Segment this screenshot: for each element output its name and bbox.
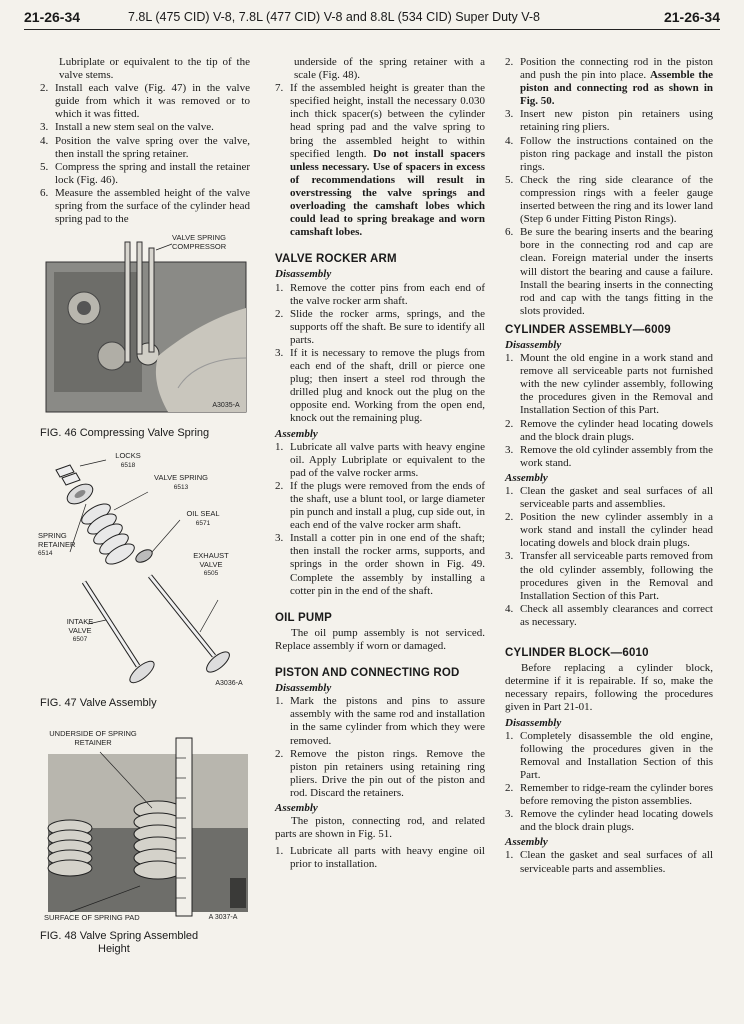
subsection-heading: Disassembly (275, 682, 332, 695)
step-text: Install a new stem seal on the valve. (55, 121, 214, 134)
step-number: 2. (505, 56, 514, 68)
list-item (505, 808, 713, 834)
list-item (505, 226, 713, 318)
step-text: Mount the old engine in a work stand and remove all serviceable parts not furnished with the new cylinder assembly, following the procedures given in the Removal and Installation Section of this Part. (520, 352, 713, 417)
step-text: Check the ring side clearance of the compression rings with a feeler gauge inserted between the ring and its lower land (Step 6 under Fitting Piston Rings). (520, 173, 713, 226)
intake-valve-label: INTAKE VALVE 6507 (66, 617, 94, 644)
step-text: Completely disassemble the old engine, following the procedures given in the Removal and Installation Section of this Part. (520, 729, 713, 781)
step-text: Remove the cylinder head locating dowels and the block drain plugs. (520, 808, 713, 834)
page-header (24, 6, 720, 30)
list-item (275, 441, 485, 480)
caution-text: Assemble the piston and connecting rod as shown in Fig. 50. (520, 69, 713, 108)
subsection-heading: Assembly (505, 836, 548, 849)
step-text: Check all assembly clearances and correct as necessary. (520, 602, 713, 628)
list-item (505, 108, 713, 134)
step-text: Position the new cylinder assembly in a work stand and install the cylinder head locating dowels and block drain plugs. (520, 511, 713, 550)
step-number: 3. (275, 346, 284, 359)
step-text: Clean the gasket and seal surfaces of all serviceable parts and assemblies. (520, 485, 713, 511)
step-number: 2. (505, 781, 514, 794)
subsection-heading: Assembly (275, 801, 318, 814)
step-text: Compress the spring and install the retainer lock (Fig. 46). (55, 160, 250, 186)
step-text: Remove the piston rings. Remove the piston pin retainers using retaining ring pliers. Drive the pin out of the piston and rod. Discard the retainers. (290, 747, 485, 799)
column-2 (275, 56, 485, 871)
section-heading: VALVE ROCKER ARM (275, 253, 397, 266)
step-number: 2. (505, 417, 514, 430)
step-number: 1. (275, 695, 284, 708)
step-text: Be sure the bearing inserts and the bearing bore in the connecting rod and cap are clean. Foreign material under the inserts will distort the bearing and cause a failure. Install the bearing inserts in the connecting rod and cap with the tangs fitting in the slots provided. (520, 226, 713, 317)
subsection-heading: Disassembly (275, 268, 332, 281)
list-item (505, 56, 713, 108)
list-item (505, 511, 713, 550)
step-text: Lubricate all valve parts with heavy engine oil. Apply Lubriplate or equivalent to the pad of the valve rocker arms. (290, 440, 485, 479)
list-item (505, 418, 713, 444)
list-item (275, 845, 485, 871)
step-text: Mark the pistons and pins to assure assembly with the same rod and installation in the same cylinder from which they were removed. (290, 695, 485, 747)
valve-spring-compressor-label: VALVE SPRING COMPRESSOR (172, 233, 227, 251)
step-text: If the plugs were removed from the ends of the shaft, use a blunt tool, or large diameter pin punch and install a plug, cup side out, in each end of the valve rocker arm shaft. (290, 479, 485, 532)
step-number: 3. (505, 108, 514, 121)
list-item (505, 444, 713, 470)
caution-text: Do not install spacers unless necessary. Use of spacers in excess of recommendations will result in overstressing the valve springs and overloading the camshaft lobes which could lead to spring breakage and worn camshaft lobes. (290, 147, 486, 239)
list-item (40, 161, 250, 187)
step-text: Slide the rocker arms, springs, and the supports off the shaft. Be sure to identify all parts. (290, 307, 485, 346)
list-item (40, 187, 250, 226)
step-number: 3. (505, 550, 514, 563)
step-text: Remove the cylinder head locating dowels and the block drain plugs. (520, 417, 713, 443)
step-number: 7. (275, 82, 284, 95)
list-item (275, 347, 485, 426)
step-text: Position the valve spring over the valve, then install the spring retainer. (55, 134, 250, 160)
step-text: Lubricate all parts with heavy engine oil prior to installation. (290, 845, 485, 871)
section-heading: OIL PUMP (275, 611, 332, 624)
section-heading: CYLINDER BLOCK—6010 (505, 647, 649, 660)
step-text: If it is necessary to remove the plugs from each end of the shaft, drill or pierce one plug; then insert a steel rod through the drilled plug and knock out the plug on the opposite end. Working from the open end, knock out the remaining plug. (290, 346, 485, 425)
step-number: 6. (40, 186, 49, 199)
step-number: 3. (505, 443, 514, 456)
locks-label: LOCKS 6518 (115, 451, 141, 469)
paragraph: The piston, connecting rod, and related parts are shown in Fig. 51. (275, 815, 485, 841)
step-text: Transfer all serviceable parts removed from the old cylinder assembly, following the procedures given in the Removal and Installation Section of this Part. (520, 550, 713, 602)
step-text: Clean the gasket and seal surfaces of all serviceable parts and assemblies. (520, 849, 713, 875)
step-text: Remove the old cylinder assembly from the work stand. (520, 443, 713, 469)
figure-code: A3036-A (215, 680, 243, 688)
spring-pad-surface-label: SURFACE OF SPRING PAD (44, 913, 140, 923)
step-number: 3. (275, 532, 284, 545)
step-number: 6. (505, 226, 514, 239)
step-number: 1. (275, 281, 284, 294)
list-item (275, 695, 485, 747)
column-1 (40, 56, 250, 964)
list-item (40, 135, 250, 161)
step-number: 1. (505, 352, 514, 365)
figure-caption: FIG. 47 Valve Assembly (40, 697, 157, 710)
step-number: 4. (40, 134, 49, 147)
figure-48 (40, 728, 250, 964)
list-item (505, 352, 713, 417)
subsection-heading: Disassembly (505, 338, 562, 351)
valve-spring-label: VALVE SPRING 6513 (154, 473, 208, 491)
subsection-heading: Disassembly (505, 716, 562, 729)
step-number: 4. (505, 602, 514, 615)
step-number: 1. (505, 485, 514, 497)
list-item (505, 550, 713, 602)
step-text: Measure the assembled height of the valve spring from the surface of the cylinder head spring pad to the (55, 186, 250, 226)
list-item (275, 308, 485, 347)
section-title: 7.8L (475 CID) V-8, 7.8L (477 CID) V-8 and 8.8L (534 CID) Super Duty V-8 (128, 10, 541, 24)
spring-retainer-underside-label: UNDERSIDE OF SPRING RETAINER (49, 729, 137, 747)
step-text: Remember to ridge-ream the cylinder bores before removing the piston assemblies. (520, 781, 713, 808)
subsection-heading: Assembly (275, 427, 318, 440)
valve-spring-compressor-photo (40, 238, 250, 423)
figure-code: A 3037-A (208, 914, 238, 922)
step-text: Insert new piston pin retainers using retaining ring pliers. (520, 108, 713, 134)
step-number: 1. (505, 849, 514, 862)
column-3 (505, 56, 713, 876)
step-number: 2. (40, 82, 49, 95)
list-item (505, 485, 713, 511)
step-text: Install each valve (Fig. 47) in the valve guide from which it was removed or to which it was fitted. (55, 82, 250, 121)
exhaust-valve-label: EXHAUST VALVE 6505 (193, 551, 229, 578)
step-number: 5. (505, 173, 514, 186)
figure-caption: FIG. 46 Compressing Valve Spring (40, 427, 210, 440)
step-number: 4. (505, 134, 514, 147)
list-item (505, 603, 713, 629)
step-text: If the assembled height is greater than the specified height, install the necessary 0.030 inch thick spacer(s) between the cylinder head spring pad and the valve spring to bring the assembled height to within specified length. Do not install spacers unless necessary. Use of spacers in excess of recommendations will result in overstressing the valve springs and overloading the camshaft lobes which could lead to spring breakage and worn camshaft lobes. (290, 82, 486, 239)
list-item (505, 135, 713, 174)
valve-spring-height-photo (40, 728, 250, 928)
step-number: 1. (505, 729, 514, 742)
step-number: 1. (275, 440, 284, 453)
oil-seal-label: OIL SEAL 6571 (186, 509, 220, 527)
page-number-left: 21-26-34 (24, 9, 81, 25)
step-number: 2. (275, 479, 284, 492)
figure-code: A3035-A (212, 402, 240, 410)
step-number: 1. (275, 845, 284, 858)
continued-text: Lubriplate or equivalent to the tip of the valve stems. (59, 56, 250, 82)
list-item (275, 748, 485, 800)
paragraph: The oil pump assembly is not serviced. Replace assembly if worn or damaged. (275, 626, 485, 652)
list-item (505, 730, 713, 782)
list-item (275, 82, 485, 239)
step-number: 2. (275, 307, 284, 320)
list-item (40, 82, 250, 121)
list-item (505, 174, 713, 226)
subsection-heading: Assembly (505, 471, 548, 484)
figure-47 (40, 452, 250, 722)
list-item (505, 782, 713, 808)
spring-retainer-label: SPRING RETAINER 6514 (38, 531, 76, 558)
step-text: Follow the instructions contained on the piston ring package and install the piston rings. (520, 134, 713, 173)
step-number: 2. (275, 747, 284, 760)
list-item (40, 121, 250, 134)
step-number: 3. (40, 121, 49, 134)
step-number: 3. (505, 808, 514, 821)
section-heading: CYLINDER ASSEMBLY—6009 (505, 323, 671, 336)
figure-46 (40, 234, 250, 452)
step-number: 5. (40, 160, 49, 173)
paragraph: Before replacing a cylinder block, determine if it is repairable. If so, make the necessary repairs, following the procedures given in Part 21-01. (505, 662, 713, 714)
list-item (505, 849, 713, 875)
step-text: Position the connecting rod in the piston and push the pin into place. Assemble the piston and connecting rod as shown in Fig. 50. (520, 56, 713, 108)
step-text: Install a cotter pin in one end of the shaft; then install the rocker arms, supports, and springs in the order shown in Fig. 49. Complete the assembly by installing a cotter pin in the end of the shaft. (290, 532, 485, 597)
list-item (275, 282, 485, 308)
step-number: 2. (505, 511, 514, 524)
figure-caption: FIG. 48 Valve Spring Assembled Height (40, 930, 199, 956)
list-item (275, 480, 485, 532)
section-heading: PISTON AND CONNECTING ROD (275, 667, 460, 680)
list-item (275, 532, 485, 597)
continued-text: underside of the spring retainer with a scale (Fig. 48). (294, 56, 485, 82)
step-text: Remove the cotter pins from each end of the valve rocker arm shaft. (290, 281, 485, 307)
page-number-right: 21-26-34 (663, 9, 720, 25)
